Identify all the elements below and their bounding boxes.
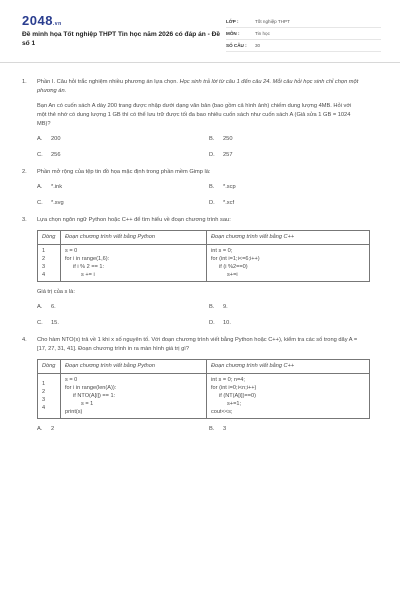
option-letter: C. <box>37 320 43 326</box>
option-b[interactable] <box>209 135 377 144</box>
code-line: for (int i=1;i<=6;i++) <box>211 256 260 262</box>
option-letter: A. <box>37 184 43 190</box>
options <box>37 135 362 160</box>
option-c[interactable] <box>37 319 209 328</box>
question-number: 1. <box>22 79 27 85</box>
meta-row-class <box>226 16 381 28</box>
line-number: 3 <box>42 397 46 403</box>
site-logo[interactable] <box>22 13 62 28</box>
option-text: 257 <box>223 152 233 158</box>
code-line: if (i %2==0) <box>219 264 248 270</box>
question-text: Phần mở rộng của tệp tin đồ họa mặc định trong phần mềm Gimp là: <box>37 169 211 175</box>
option-b[interactable] <box>209 425 377 434</box>
question-followup: Giá trị của s là: <box>37 289 75 295</box>
option-text: 10. <box>223 320 231 326</box>
code-line: s = 1 <box>81 401 94 407</box>
part-title: Phần I. Câu hỏi trắc nghiệm nhiều phương án lựa chọn. <box>37 79 178 85</box>
questions <box>22 78 362 442</box>
code-line: for i in range(len(A)): <box>65 385 117 391</box>
option-d[interactable] <box>209 199 377 208</box>
option-letter: A. <box>37 136 43 142</box>
option-b[interactable] <box>209 303 377 312</box>
option-a[interactable] <box>37 135 209 144</box>
question-1 <box>22 78 362 160</box>
cpp-code <box>207 245 370 282</box>
option-d[interactable] <box>209 151 377 160</box>
meta-value: Tin học <box>255 31 270 36</box>
logo-main: 2048 <box>22 13 53 28</box>
code-table <box>37 359 370 419</box>
header <box>0 0 400 63</box>
option-text: 250 <box>223 136 233 142</box>
table-header: Đoạn chương trình viết bằng C++ <box>207 360 370 374</box>
meta-key: SỐ CÂU : <box>226 43 247 48</box>
question-text: Cho hàm NTO(x) trả về 1 khi x số nguyên tố. Với đoạn chương trình viết bằng Python hoặc C++), kiểm tra các số trong dãy A =[17, 27, 31, 41]. Đoạn chương trình in ra màn hình giá trị gì? <box>37 337 358 352</box>
option-text: 6. <box>51 304 56 310</box>
line-number: 3 <box>42 264 46 270</box>
exam-title: Đề minh họa Tốt nghiệp THPT Tin học năm 2026 có đáp án - Đề số 1 <box>22 31 221 47</box>
option-letter: B. <box>209 136 215 142</box>
question-text: Bạn An có cuốn sách A dày 200 trang được nhập dưới dạng văn bản (bao gồm cả hình ảnh) chiếm dung lượng 4MB. Hỏi với một thẻ nhớ có dung lượng 1 GB thì có thể lưu trữ được tối đa bao nhiêu cuốn sách như cuốn sách A (Giả sửa 1 GB = 1024 MB)? <box>37 103 352 127</box>
code-line: cout<<s; <box>211 409 233 415</box>
code-line: if (NT(A[i])==0) <box>219 393 256 399</box>
question-number: 4. <box>22 337 27 343</box>
option-letter: D. <box>209 320 215 326</box>
option-text: 15. <box>51 320 59 326</box>
code-line: for (int i=0;i<n;i++) <box>211 385 257 391</box>
code-line: int s = 0; n=4; <box>211 377 245 383</box>
option-text: 2 <box>51 426 55 432</box>
code-line: s+=i <box>227 272 238 278</box>
line-number: 4 <box>42 272 46 278</box>
question-header <box>37 78 362 96</box>
option-d[interactable] <box>209 319 377 328</box>
question-text: Lựa chọn ngôn ngữ Python hoặc C++ để tìm hiểu về đoạn chương trình sau: <box>37 217 231 223</box>
code-line: if NTO(A[i]) == 1: <box>73 393 116 399</box>
option-b[interactable] <box>209 183 377 192</box>
logo-suffix: .vn <box>52 21 62 27</box>
option-letter: B. <box>209 304 215 310</box>
options <box>37 303 362 328</box>
option-a[interactable] <box>37 425 209 434</box>
option-letter: C. <box>37 200 43 206</box>
question-2 <box>22 168 362 208</box>
line-number: 1 <box>42 381 46 387</box>
table-header: Đoạn chương trình viết bằng Python <box>61 231 207 245</box>
line-numbers <box>38 245 61 282</box>
code-line: s = 0 <box>65 248 78 254</box>
code-line: s+=1; <box>227 401 241 407</box>
options <box>37 183 362 208</box>
option-letter: D. <box>209 152 215 158</box>
question-4 <box>22 336 362 434</box>
option-text: *.ink <box>51 184 63 190</box>
meta-key: MÔN : <box>226 31 240 36</box>
option-text: 9. <box>223 304 228 310</box>
python-code <box>61 245 207 282</box>
code-line: int s = 0; <box>211 248 233 254</box>
table-header: Đoạn chương trình viết bằng C++ <box>207 231 370 245</box>
option-letter: C. <box>37 152 43 158</box>
meta-row-subject <box>226 28 381 40</box>
code-table <box>37 230 370 282</box>
option-letter: B. <box>209 426 215 432</box>
question-3 <box>22 216 362 328</box>
option-letter: B. <box>209 184 215 190</box>
meta-value: 30 <box>255 43 261 48</box>
python-code <box>61 374 207 419</box>
cpp-code <box>207 374 370 419</box>
meta-key: LỚP : <box>226 19 239 24</box>
option-a[interactable] <box>37 303 209 312</box>
line-number: 2 <box>42 256 46 262</box>
table-row <box>38 374 370 419</box>
option-text: *.xcf <box>223 200 235 206</box>
option-c[interactable] <box>37 199 209 208</box>
question-number: 2. <box>22 169 27 175</box>
table-header: Dòng <box>38 360 61 374</box>
meta-row-count <box>226 40 381 52</box>
option-text: 200 <box>51 136 61 142</box>
table-header: Đoạn chương trình viết bằng Python <box>61 360 207 374</box>
code-line: for i in range(1,6): <box>65 256 110 262</box>
line-numbers <box>38 374 61 419</box>
options <box>37 425 362 434</box>
option-text: *.svg <box>51 200 64 206</box>
option-c[interactable] <box>37 151 209 160</box>
option-letter: A. <box>37 304 43 310</box>
option-letter: D. <box>209 200 215 206</box>
option-text: 256 <box>51 152 61 158</box>
code-line: print(s) <box>65 409 83 415</box>
option-text: *.scp <box>223 184 236 190</box>
part-note: Học sinh trả lời từ câu 1 đến câu 24. Mỗi câu hỏi học sinh chỉ chọn một phương án. <box>37 79 359 94</box>
code-line: s += i <box>81 272 95 278</box>
question-number: 3. <box>22 217 27 223</box>
option-letter: A. <box>37 426 43 432</box>
table-row <box>38 245 370 282</box>
table-header: Dòng <box>38 231 61 245</box>
line-number: 1 <box>42 248 46 254</box>
exam-meta <box>226 16 381 52</box>
code-line: s = 0 <box>65 377 78 383</box>
option-text: 3 <box>223 426 227 432</box>
code-line: if i % 2 == 1: <box>73 264 105 270</box>
line-number: 4 <box>42 405 46 411</box>
table-header-row <box>38 231 370 245</box>
option-a[interactable] <box>37 183 209 192</box>
line-number: 2 <box>42 389 46 395</box>
meta-value: Tốt nghiệp THPT <box>255 19 290 24</box>
table-header-row <box>38 360 370 374</box>
